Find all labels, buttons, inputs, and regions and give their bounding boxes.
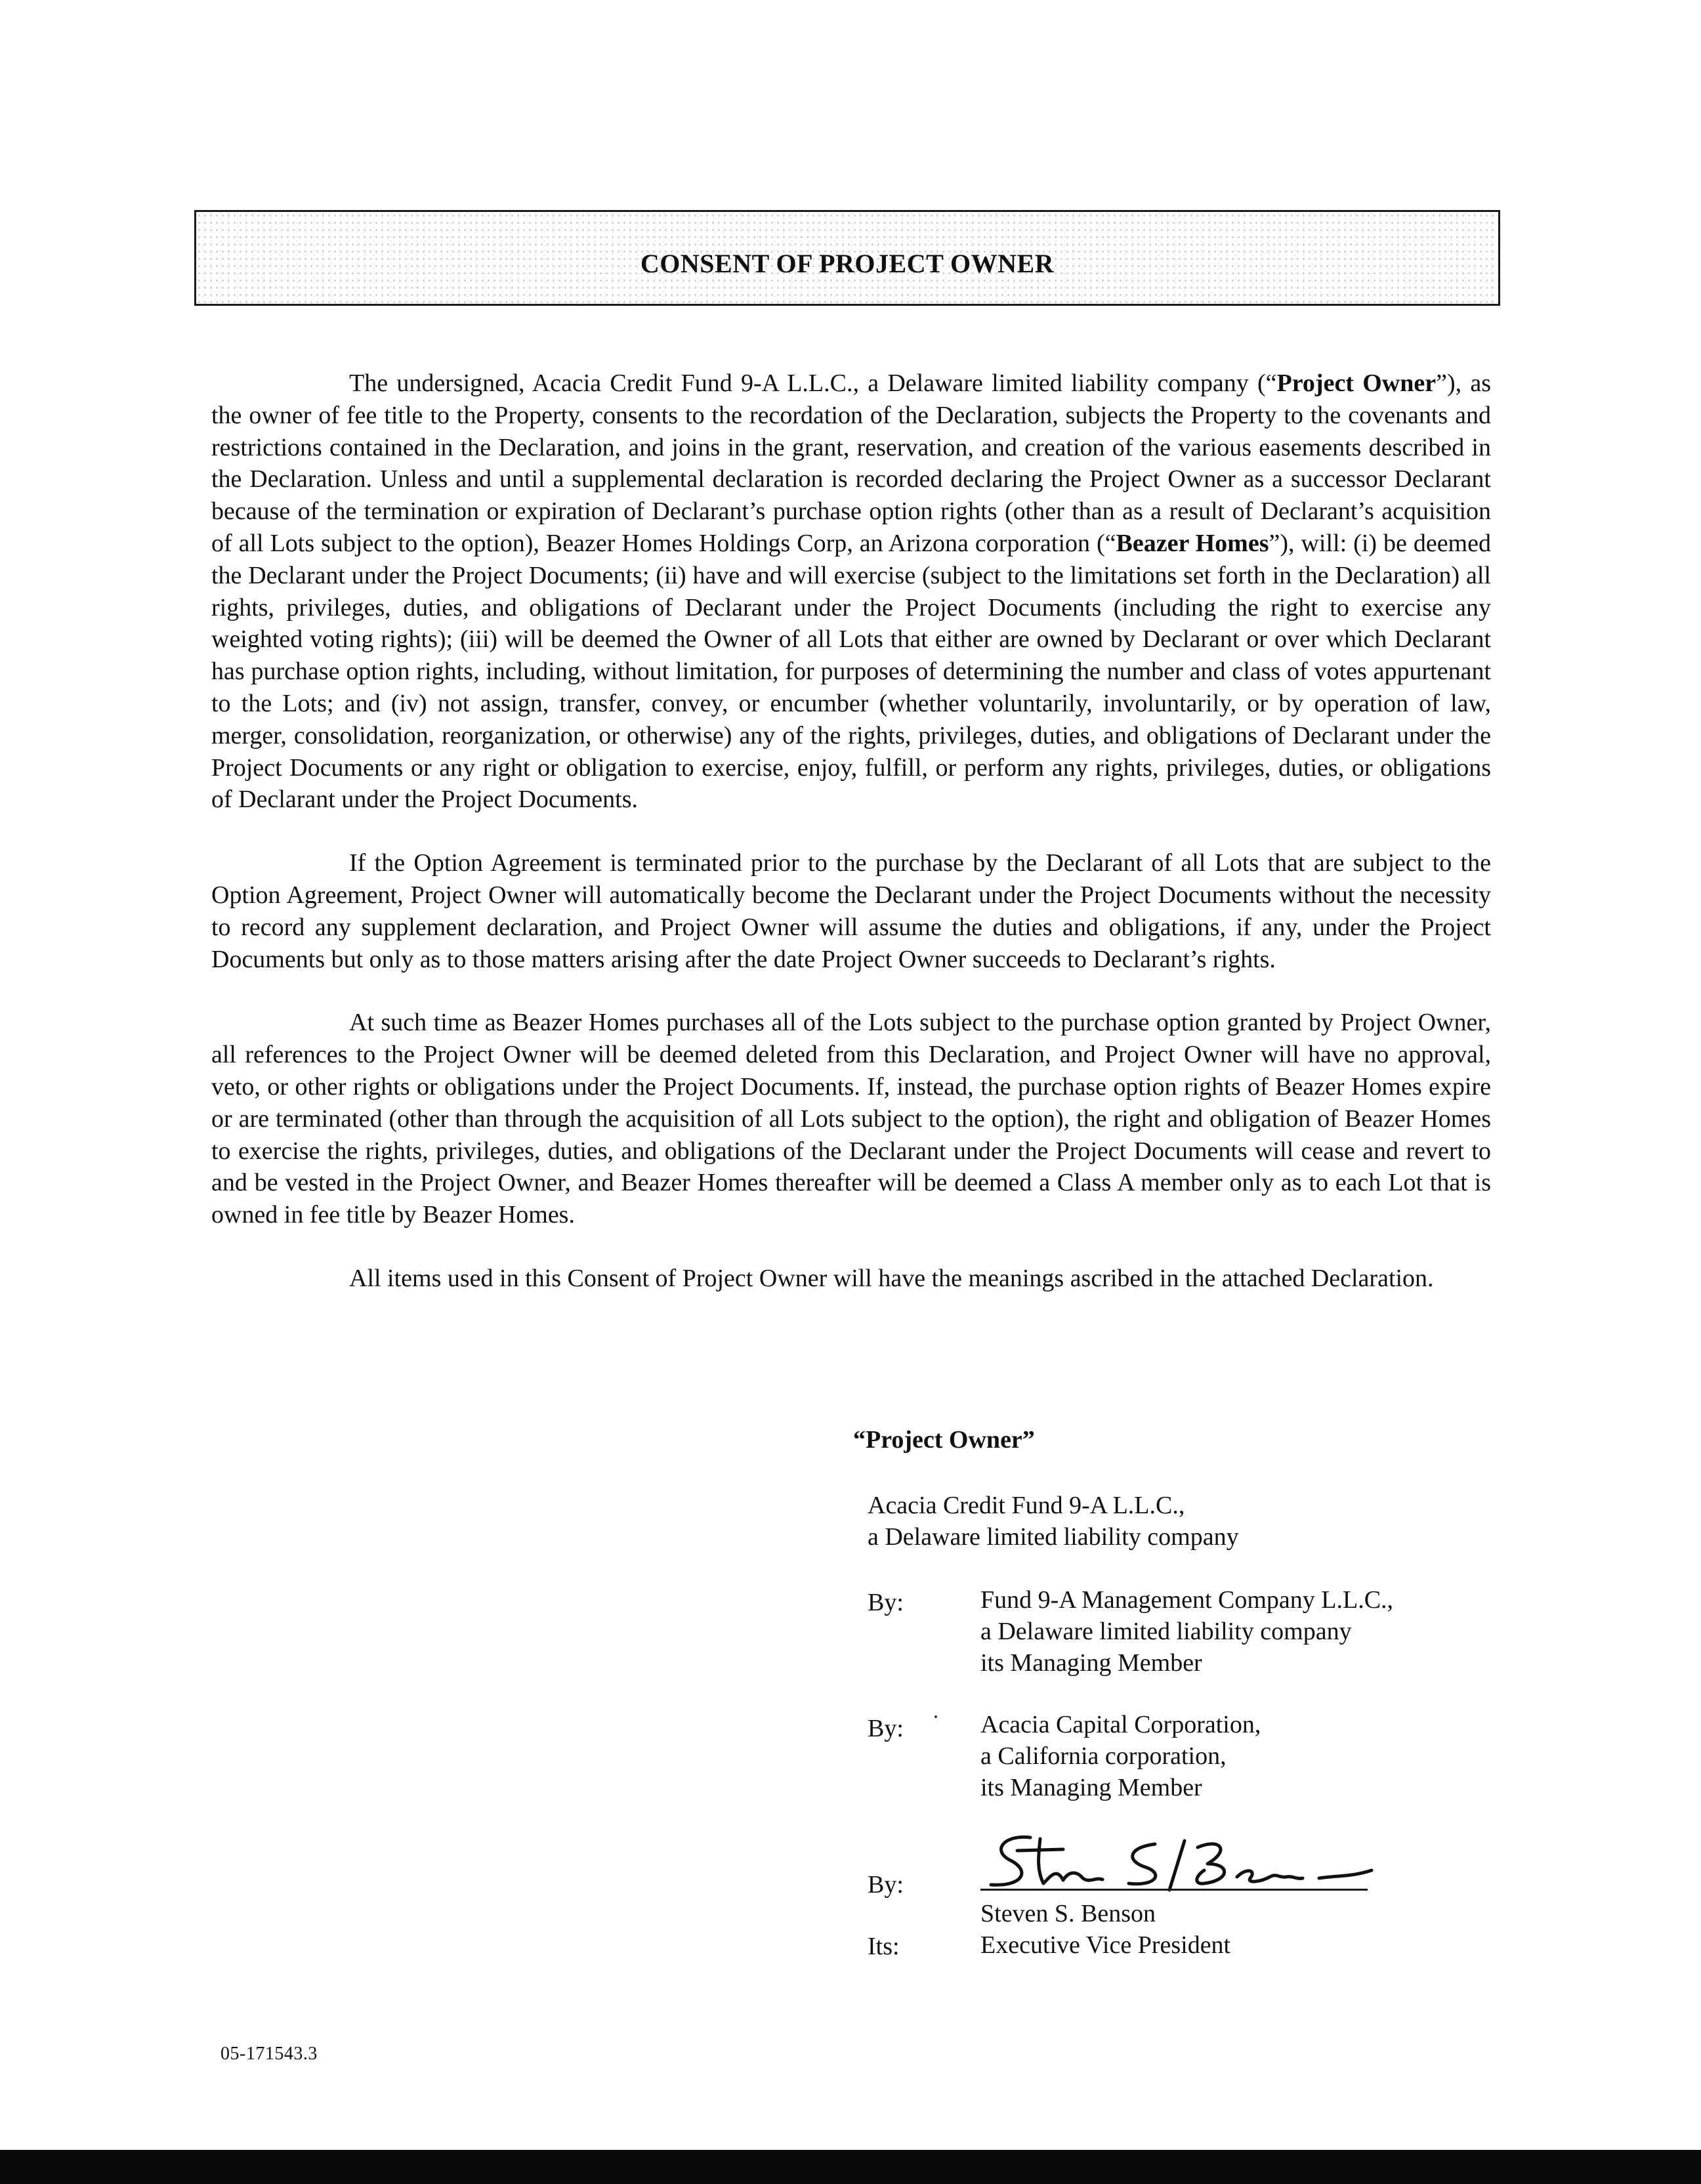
by-label-3: By: <box>868 1871 904 1899</box>
by-label-1: By: <box>868 1589 904 1616</box>
by2-desc: a California corporation, <box>980 1742 1227 1770</box>
paragraph-1: The undersigned, Acacia Credit Fund 9-A L.L.C., a Delaware limited liability company (“Project Owner”), as the owner of fee title to the Property, consents to the recordation of the Declaration, subjects the Property to the covenants and restrictions contained in the Declaration, and joins in the grant, reservation, and creation of the various easements described in the Declaration. Unless and until a supplemental declaration is recorded declaring the Project Owner as a successor Declarant because of the termination or expiration of Declarant’s purchase option rights (other than as a result of Declarant’s acquisition of all Lots subject to the option), Beazer Homes Holdings Corp, an Arizona corporation (“Beazer Homes”), will: (i) be deemed the Declarant under the Project Documents; (ii) have and will exercise (subject to the limitations set forth in the Declaration) all rights, privileges, duties, and obligations of Declarant under the Project Documents (including the right to exercise any weighted voting rights); (iii) will be deemed the Owner of all Lots that either are owned by Declarant or over which Declarant has purchase option rights, including, without limitation, for purposes of determining the number and class of votes appurtenant to the Lots; and (iv) not assign, transfer, convey, or encumber (whether voluntarily, involuntarily, or by operation of law, merger, consolidation, reorganization, or otherwise) any of the rights, privileges, duties, and obligations of Declarant under the Project Documents or any right or obligation to exercise, enjoy, fulfill, or perform any rights, privileges, duties, or obligations of Declarant under the Project Documents. <box>211 369 1491 814</box>
by-block-1 <box>980 1584 1393 1679</box>
project-owner-term: Project Owner <box>1276 369 1437 397</box>
by1-name: Fund 9-A Management Company L.L.C., <box>980 1586 1394 1614</box>
entity-name: Acacia Credit Fund 9-A L.L.C., <box>868 1492 1185 1519</box>
by1-desc: a Delaware limited liability company <box>980 1618 1352 1645</box>
by2-role: its Managing Member <box>980 1774 1202 1801</box>
its-label: Its: <box>868 1933 900 1960</box>
signature-line <box>980 1889 1368 1891</box>
signer-name: Steven S. Benson <box>980 1900 1156 1927</box>
document-number: 05-171543.3 <box>220 2044 318 2064</box>
entity-desc: a Delaware limited liability company <box>868 1523 1239 1551</box>
page-title: CONSENT OF PROJECT OWNER <box>640 249 1055 278</box>
scan-edge-bar <box>0 2150 1701 2184</box>
paragraph-3: At such time as Beazer Homes purchases all of the Lots subject to the purchase option granted by Project Owner, all references to the Project Owner will be deemed deleted from this Declaration, and Project Owner will have no approval, veto, or other rights or obligations under the Project Documents. If, instead, the purchase option rights of Beazer Homes expire or are terminated (other than through the acquisition of all Lots subject to the option), the right and obligation of Beazer Homes to exercise the rights, privileges, duties, and obligations of the Declarant under the Project Documents will cease and revert to and be vested in the Project Owner, and Beazer Homes thereafter will be deemed a Class A member only as to each Lot that is owned in fee title by Beazer Homes. <box>211 1009 1491 1229</box>
beazer-homes-term: Beazer Homes <box>1116 529 1269 557</box>
signature-heading: “Project Owner” <box>853 1426 1035 1454</box>
by-label-2: By: <box>868 1715 904 1742</box>
signer-block <box>980 1898 1230 1961</box>
entity-block <box>868 1490 1239 1553</box>
scan-speck <box>934 1715 937 1718</box>
signer-title: Executive Vice President <box>980 1931 1231 1959</box>
by2-name: Acacia Capital Corporation, <box>980 1711 1261 1738</box>
consent-body <box>211 368 1491 1326</box>
paragraph-4: All items used in this Consent of Project Owner will have the meanings ascribed in the attached Declaration. <box>349 1264 1434 1292</box>
handwritten-signature <box>978 1831 1385 1897</box>
by1-role: its Managing Member <box>980 1649 1202 1677</box>
paragraph-2: If the Option Agreement is terminated prior to the purchase by the Declarant of all Lots that are subject to the Option Agreement, Project Owner will automatically become the Declarant under the Project Documents without the necessity to record any supplement declaration, and Project Owner will assume the duties and obligations, if any, under the Project Documents but only as to those matters arising after the date Project Owner succeeds to Declarant’s rights. <box>211 849 1491 973</box>
by-block-2 <box>980 1709 1261 1803</box>
title-box <box>194 210 1500 306</box>
